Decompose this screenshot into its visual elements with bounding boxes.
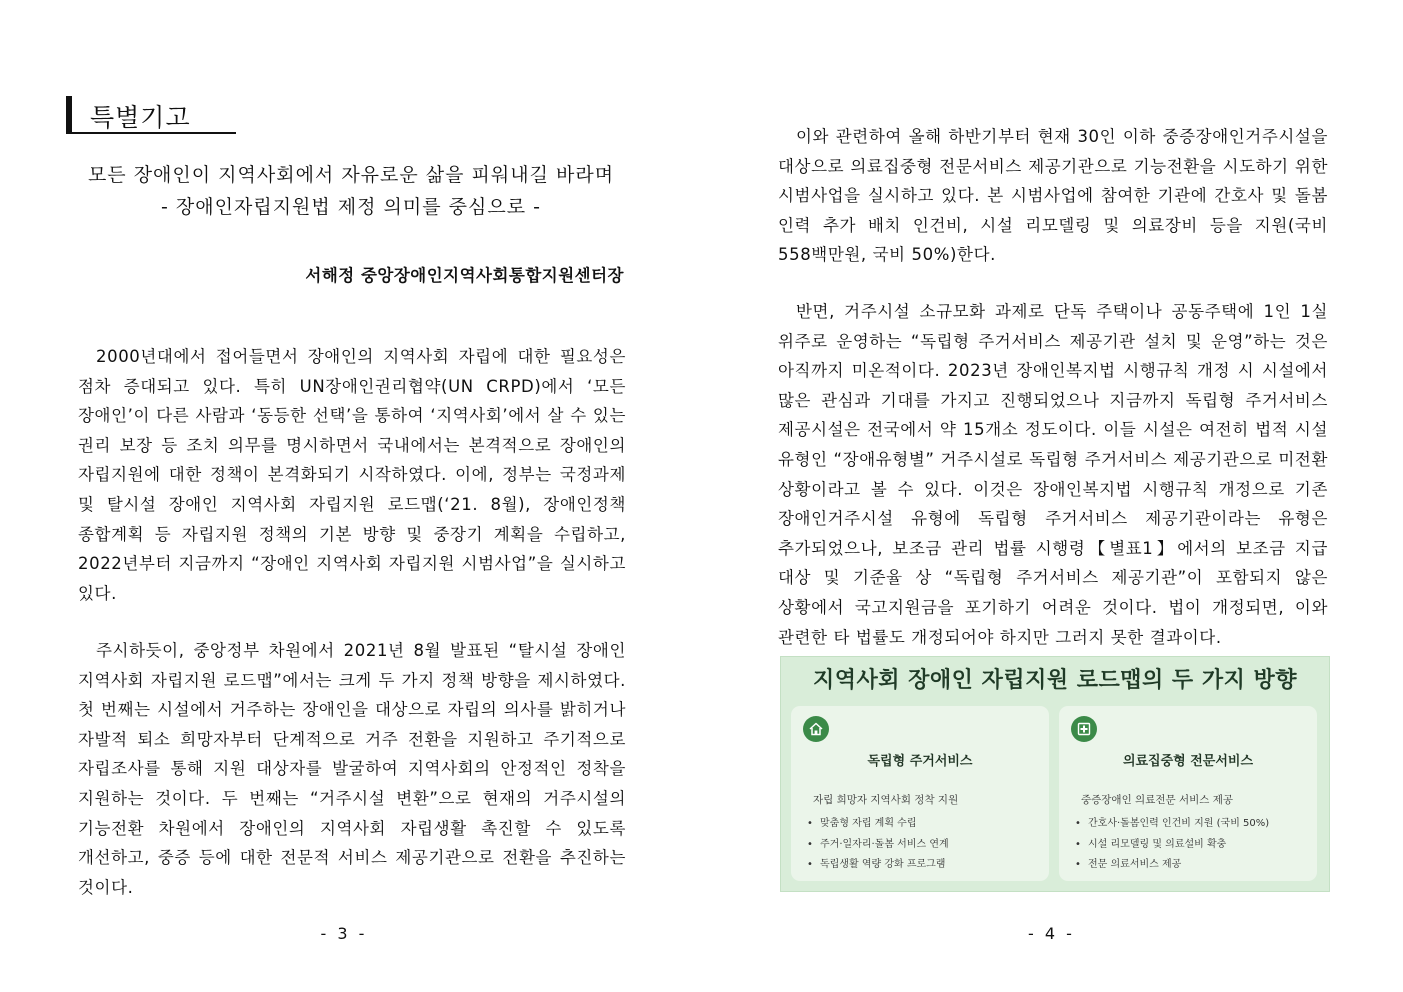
paragraph: 주시하듯이, 중앙정부 차원에서 2021년 8월 발표된 “탈시설 장애인 지역사회 자립지원 로드맵”에서는 크게 두 가지 정책 방향을 제시하였다. 첫 번째는 시설에서 거주하는 장애인을 대상으로 자립의 의사를 밝히거나 자발적 퇴소 희망자부터 단계적으로 거주 전환을 지원하고 주기적으로 자립조사를 통해 지원 대상자를 발굴하여 지역사회의 안정적인 정착을 지원하는 것이다. 두 번째는 “거주시설 변환”으로 현재의 거주시설의 기능전환 차원에서 장애인의 지역사회 자립생활 촉진할 수 있도록 개선하고, 중증 등에 대한 전문적 서비스 제공기관으로 전환을 추진하는 것이다. xyxy=(78,641,626,897)
card-subtitle: 자립 희망자 지역사회 정착 지원 xyxy=(813,794,959,806)
article-title: 모든 장애인이 지역사회에서 자유로운 삶을 피워내길 바라며 xyxy=(87,164,615,186)
paragraph: 이와 관련하여 올해 하반기부터 현재 30인 이하 중증장애인거주시설을 대상으로 의료집중형 전문서비스 제공기관으로 기능전환을 시도하기 위한 시범사업을 실시하고 있다. 본 시범사업에 참여한 기관에 간호사 및 돌봄 인력 추가 배치 인건비, 시설 리모델링 및 의료장비 등을 지원(국비 558백만원, 국비 50%)한다. xyxy=(778,127,1328,265)
roadmap-infographic xyxy=(780,656,1330,892)
card-subtitle: 중증장애인 의료전문 서비스 제공 xyxy=(1081,794,1234,806)
list-item: • 전문 의료서비스 제공 xyxy=(1075,855,1269,876)
card-item-list xyxy=(807,814,949,876)
medical-building-icon xyxy=(1071,716,1097,742)
left-page xyxy=(0,0,700,992)
paragraph: 2000년대에서 접어들면서 장애인의 지역사회 자립에 대한 필요성은 점차 증대되고 있다. 특히 UN장애인권리협약(UN CRPD)에서 ‘모든 장애인’이 다른 사람과 ‘동등한 선택’을 통하여 ‘지역사회’에서 살 수 있는 권리 보장 등 조치 의무를 명시하면서 국내에서는 본격적으로 장애인의 자립지원에 대한 정책이 본격화되기 시작하였다. 이에, 정부는 국정과제 및 탈시설 장애인 지역사회 자립지원 로드맵(‘21. 8월), 장애인정책 종합계획 등 자립지원 정책의 기본 방향 및 중장기 계획을 수립하고, 2022년부터 지금까지 “장애인 지역사회 자립지원 시범사업”을 실시하고 있다. xyxy=(78,347,626,603)
author-line: 서해정 중앙장애인지역사회통합지원센터장 xyxy=(305,266,624,285)
list-item: • 간호사·돌봄인력 인건비 지원 (국비 50%) xyxy=(1075,814,1269,835)
paragraph: 반면, 거주시설 소규모화 과제로 단독 주택이나 공동주택에 1인 1실 위주로 운영하는 “독립형 주거서비스 제공기관 설치 및 운영”하는 것은 아직까지 미온적이다. 2023년 장애인복지법 시행규칙 개정 시 시설에서 많은 관심과 기대를 가지고 진행되었으나 지금까지 독립형 주거서비스 제공시설은 전국에서 약 15개소 정도이다. 이들 시설은 여전히 법적 시설 유형인 “장애유형별” 거주시설로 독립형 주거서비스 제공기관으로 미전환 상황이라고 볼 수 있다. 이것은 장애인복지법 시행규칙 개정으로 기존 장애인거주시설 유형에 독립형 주거서비스 제공기관이라는 유형은 추가되었으나, 보조금 관리 법률 시행령【별표1】에서의 보조금 지급 대상 및 기준율 상 “독립형 주거서비스 제공기관”이 포함되지 않은 상황에서 국고지원금을 포기하기 어려운 것이다. 법이 개정되면, 이와 관련한 타 법률도 개정되어야 하지만 그러지 못한 결과이다. xyxy=(778,302,1328,647)
card-title: 독립형 주거서비스 xyxy=(867,754,973,769)
roadmap-card-independent-housing xyxy=(791,706,1049,881)
section-label: 특별기고 xyxy=(90,103,191,132)
house-icon xyxy=(803,716,829,742)
section-tag xyxy=(66,96,236,134)
roadmap-title: 지역사회 장애인 자립지원 로드맵의 두 가지 방향 xyxy=(813,668,1297,693)
list-item: • 맞춤형 자립 계획 수립 xyxy=(807,814,949,835)
article-subtitle: - 장애인자립지원법 제정 의미를 중심으로 - xyxy=(161,196,541,218)
card-item-list xyxy=(1075,814,1269,876)
right-page xyxy=(700,0,1403,992)
page-number: - 3 - xyxy=(320,924,368,943)
roadmap-card-medical-service xyxy=(1059,706,1317,881)
card-title: 의료집중형 전문서비스 xyxy=(1122,754,1254,769)
list-item: • 독립생활 역량 강화 프로그램 xyxy=(807,855,949,876)
list-item: • 주거·일자리·돌봄 서비스 연계 xyxy=(807,835,949,856)
list-item: • 시설 리모델링 및 의료설비 확충 xyxy=(1075,835,1269,856)
page-number: - 4 - xyxy=(1028,924,1075,943)
